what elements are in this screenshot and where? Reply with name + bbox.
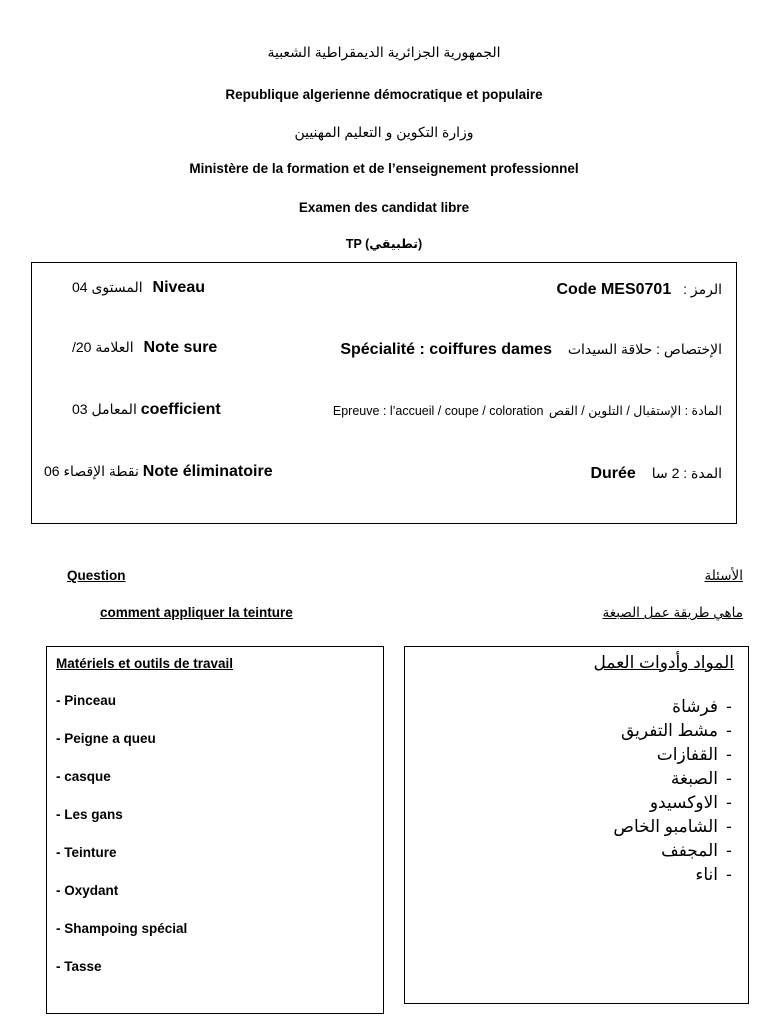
header-ministry-ar: وزارة التكوين و التعليم المهنيين bbox=[294, 124, 474, 140]
speciality-fr: Spécialité : coiffures dames bbox=[340, 341, 552, 358]
elimination-value-ar: نقطة الإقصاء 06 bbox=[44, 463, 139, 479]
code-value: Code MES0701 bbox=[556, 281, 672, 298]
duration-value-ar: المدة : 2 سا bbox=[651, 465, 722, 481]
duration-label: Durée bbox=[590, 465, 636, 482]
header-ministry-fr: Ministère de la formation et de l’enseignement professionnel bbox=[189, 161, 579, 176]
list-item: - Tasse bbox=[56, 959, 102, 974]
exam-info-box bbox=[31, 262, 737, 524]
question-text-ar: ماهي طريقة عمل الصبغة bbox=[602, 605, 743, 620]
subject-ar: المادة : الإستقبال / التلوين / القص bbox=[548, 404, 722, 418]
level-cell bbox=[72, 279, 205, 297]
list-item: - المجفف bbox=[613, 841, 740, 865]
level-value-ar: المستوى 04 bbox=[72, 279, 143, 295]
elimination-cell bbox=[44, 463, 273, 481]
level-label: Niveau bbox=[152, 279, 205, 296]
exam-title: Examen des candidat libre bbox=[298, 200, 470, 215]
list-item: - القفازات bbox=[613, 745, 740, 769]
list-item: - الاوكسيدو bbox=[613, 793, 740, 817]
list-item: - Peigne a queu bbox=[56, 731, 156, 746]
question-label-ar: الأسئلة bbox=[704, 568, 743, 583]
subject-fr: Epreuve : l’accueil / coupe / coloration bbox=[332, 404, 544, 418]
coefficient-value-ar: المعامل 03 bbox=[72, 401, 137, 417]
list-item: - Shampoing spécial bbox=[56, 921, 188, 936]
elimination-label: Note éliminatoire bbox=[142, 463, 273, 480]
list-item: - الصبغة bbox=[613, 769, 740, 793]
materials-panel-ar bbox=[404, 646, 749, 1004]
list-item: - Teinture bbox=[56, 845, 117, 860]
note-cell bbox=[72, 339, 217, 357]
list-item: - Pinceau bbox=[56, 693, 117, 708]
materials-title-ar: المواد وأدوات العمل bbox=[593, 653, 734, 672]
code-cell bbox=[557, 281, 723, 299]
list-item: - الشامبو الخاص bbox=[613, 817, 740, 841]
list-item: - مشط التفريق bbox=[613, 721, 740, 745]
question-label-fr: Question bbox=[67, 568, 126, 583]
materials-panel-fr bbox=[46, 646, 384, 1014]
list-item: - casque bbox=[56, 769, 111, 784]
header-republic-ar: الجمهورية الجزائرية الديمقراطية الشعبية bbox=[267, 44, 501, 60]
coefficient-cell bbox=[72, 401, 221, 419]
materials-list-fr bbox=[56, 693, 187, 997]
list-item: - فرشاة bbox=[613, 697, 740, 721]
speciality-cell bbox=[340, 341, 722, 359]
note-value-ar: العلامة 20/ bbox=[72, 339, 134, 355]
code-label-ar: الرمز : bbox=[683, 281, 722, 297]
subject-cell bbox=[333, 403, 722, 418]
note-label: Note sure bbox=[143, 339, 218, 356]
question-text-fr: comment appliquer la teinture bbox=[100, 605, 293, 620]
speciality-ar: الإختصاص : حلاقة السيدات bbox=[567, 341, 722, 357]
coefficient-label: coefficient bbox=[140, 401, 221, 418]
exam-type: TP (تطبيقي) bbox=[345, 237, 423, 251]
duration-cell bbox=[590, 465, 722, 483]
materials-title-fr: Matériels et outils de travail bbox=[56, 656, 234, 671]
list-item: - Les gans bbox=[56, 807, 123, 822]
list-item: - Oxydant bbox=[56, 883, 119, 898]
list-item: - اناء bbox=[613, 865, 740, 889]
materials-list-ar bbox=[613, 697, 740, 889]
header-republic-fr: Republique algerienne démocratique et populaire bbox=[225, 87, 543, 102]
